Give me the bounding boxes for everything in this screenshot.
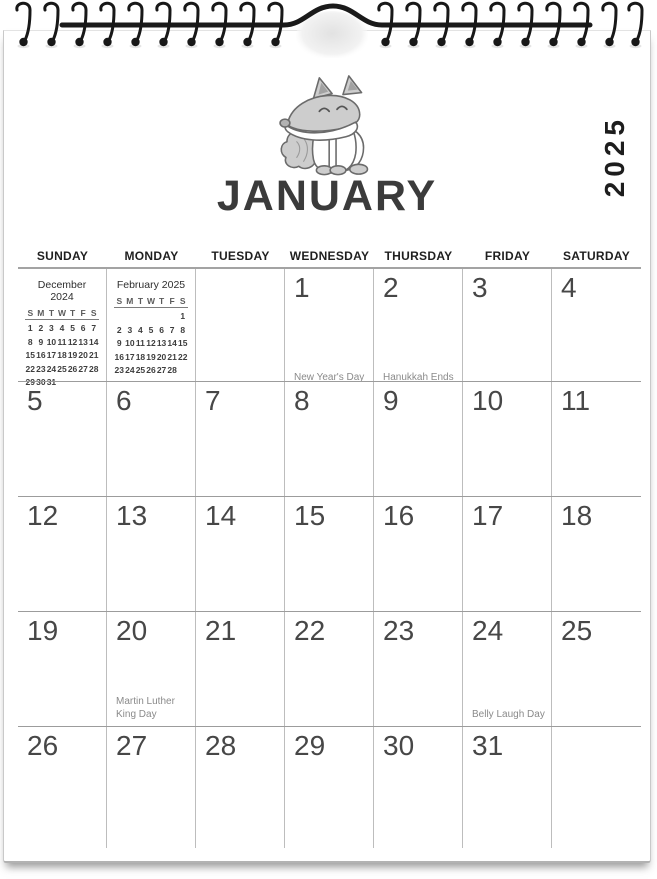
mini-calendar-day: 1 (180, 311, 186, 321)
mini-calendar-day: 11 (135, 338, 145, 348)
week-row-3 (18, 496, 641, 611)
mini-calendar-day: 20 (156, 351, 167, 362)
holiday-label: Belly Laugh Day (472, 708, 545, 720)
date-number: 8 (294, 385, 310, 416)
date-number: 3 (472, 272, 488, 303)
date-number: 23 (383, 615, 415, 646)
mini-calendar-day: 27 (78, 363, 88, 374)
week-row-5 (18, 726, 641, 857)
mini-calendar-weekday: S (179, 296, 186, 306)
date-number: 15 (294, 500, 326, 531)
date-number: 27 (116, 730, 148, 761)
mini-calendar-day: 1 (27, 323, 33, 333)
date-number: 24 (472, 615, 504, 646)
day-cell (463, 727, 552, 857)
mini-calendar-title: December 2024 (37, 279, 87, 303)
date-number: 30 (383, 730, 415, 761)
mini-calendar-weekday: T (158, 296, 165, 306)
date-number: 5 (27, 385, 43, 416)
mini-calendar-weekday: W (57, 308, 66, 318)
mini-calendar-day: 8 (180, 324, 186, 335)
mini-calendar-day: 13 (156, 338, 167, 348)
day-cell (552, 727, 641, 857)
mini-calendar-day: 9 (116, 338, 122, 348)
day-cell (107, 497, 196, 611)
mini-calendar-day: 22 (25, 363, 36, 374)
day-cell (196, 269, 285, 390)
mini-calendar-day: 14 (167, 338, 177, 348)
date-number: 20 (116, 615, 148, 646)
day-cell (374, 612, 463, 726)
mini-calendar-weekday: M (37, 308, 45, 318)
mini-calendar-day: 21 (88, 350, 99, 360)
day-cell (463, 612, 552, 726)
mini-calendar-day: 6 (159, 324, 164, 335)
day-cell (196, 612, 285, 726)
date-number: 7 (205, 385, 221, 416)
date-number: 26 (27, 730, 59, 761)
holiday-label: New Year's Day (294, 372, 365, 383)
weekday-header: TUESDAY (211, 249, 270, 263)
day-cell (374, 497, 463, 611)
mini-calendar-day: 15 (25, 350, 36, 360)
mini-calendar-days (25, 322, 99, 390)
week-row-2 (18, 381, 641, 496)
holiday-label: Hanukkah Ends (383, 372, 454, 383)
day-cell (285, 612, 374, 726)
mini-calendar-day: 26 (67, 363, 78, 374)
weekday-header: SATURDAY (562, 249, 631, 263)
mini-calendar-day: 4 (59, 323, 65, 333)
mini-calendar-day: 8 (27, 336, 33, 347)
mini-calendar-day: 25 (135, 365, 146, 375)
day-cell (18, 612, 107, 726)
mini-calendar-day: 23 (36, 363, 46, 374)
mini-calendar-day: 10 (125, 338, 135, 348)
weekday-header: SUNDAY (36, 249, 89, 263)
day-cell (196, 497, 285, 611)
mini-calendar-day (156, 310, 167, 324)
date-number: 9 (383, 385, 399, 416)
date-number: 18 (561, 500, 593, 531)
date-number: 19 (27, 615, 59, 646)
mini-calendar-day: 18 (135, 351, 146, 362)
weekday-header: WEDNESDAY (289, 249, 370, 263)
day-cell (552, 269, 641, 390)
mini-calendar-day: 12 (67, 336, 78, 347)
mini-calendar-day: 15 (177, 338, 188, 348)
mini-calendar-weekday-row (25, 308, 99, 320)
day-cell (107, 269, 196, 390)
fox-illustration-icon (275, 71, 393, 186)
date-number: 2 (383, 272, 399, 303)
mini-calendar-day: 26 (146, 365, 156, 375)
mini-calendar-day: 17 (46, 350, 57, 360)
mini-calendar-day: 29 (25, 377, 36, 387)
mini-calendar-title: February 2025 (116, 279, 186, 291)
date-number: 29 (294, 730, 326, 761)
mini-calendar-day: 4 (138, 324, 143, 335)
day-cell (107, 727, 196, 857)
mini-calendar-december (25, 279, 99, 390)
mini-calendar-weekday: F (80, 308, 86, 318)
mini-calendar-day: 14 (88, 336, 99, 347)
mini-calendar-day: 3 (127, 324, 133, 335)
mini-calendar-day: 6 (80, 323, 86, 333)
mini-calendar-day: 7 (91, 323, 97, 333)
date-number: 11 (561, 385, 591, 416)
date-number: 6 (116, 385, 132, 416)
day-cell (463, 382, 552, 496)
mini-calendar-day: 30 (36, 377, 46, 387)
mini-calendar-weekday: W (146, 296, 155, 306)
mini-calendar-day: 21 (167, 351, 177, 362)
mini-calendar-day: 28 (167, 365, 177, 375)
day-cell (552, 382, 641, 496)
day-cell (107, 612, 196, 726)
mini-calendar-day: 24 (125, 365, 135, 375)
day-cell (552, 497, 641, 611)
date-number: 31 (472, 730, 504, 761)
mini-calendar-weekday: S (27, 308, 34, 318)
mini-calendar-days (114, 310, 188, 378)
day-cell (285, 727, 374, 857)
holiday-label: Martin Luther King Day (116, 696, 175, 720)
mini-calendar-day: 23 (114, 365, 125, 375)
date-number: 1 (294, 272, 310, 303)
day-cell (463, 269, 552, 390)
date-number: 22 (294, 615, 326, 646)
day-cell (552, 612, 641, 726)
mini-calendar-day (167, 310, 178, 324)
mini-calendar-day: 11 (57, 336, 67, 347)
mini-calendar-weekday: M (126, 296, 134, 306)
mini-calendar-day: 7 (169, 324, 175, 335)
day-cell (374, 382, 463, 496)
mini-calendar-day: 31 (46, 377, 57, 387)
date-number: 12 (27, 500, 59, 531)
mini-calendar-day: 28 (88, 363, 99, 374)
mini-calendar-day: 2 (38, 323, 44, 333)
mini-calendar-day: 16 (114, 351, 125, 362)
weekday-header: THURSDAY (384, 249, 453, 263)
mini-calendar-day: 25 (57, 363, 67, 374)
week-row-4 (18, 611, 641, 726)
mini-calendar-day (135, 310, 146, 324)
week-row-1 (18, 269, 641, 387)
mini-calendar-day: 22 (177, 351, 188, 362)
weekday-header: FRIDAY (484, 249, 531, 263)
day-cell (285, 269, 374, 390)
mini-calendar-day (114, 310, 125, 324)
mini-calendar-day: 9 (38, 336, 44, 347)
date-number: 21 (205, 615, 237, 646)
day-cell (285, 382, 374, 496)
day-cell (463, 497, 552, 611)
day-cell (18, 269, 107, 390)
date-number: 4 (561, 272, 577, 303)
day-cell (285, 497, 374, 611)
date-number: 14 (205, 500, 237, 531)
mini-calendar-day: 19 (146, 351, 156, 362)
mini-calendar-weekday: T (69, 308, 76, 318)
mini-calendar-day: 10 (46, 336, 57, 347)
day-cell (374, 269, 463, 390)
mini-calendar-day: 17 (125, 351, 135, 362)
mini-calendar-day (125, 310, 136, 324)
mini-calendar-day: 27 (156, 365, 167, 375)
day-cell (374, 727, 463, 857)
mini-calendar-day: 2 (116, 324, 122, 335)
mini-calendar-day: 3 (49, 323, 54, 333)
day-cell (107, 382, 196, 496)
date-number: 13 (116, 500, 148, 531)
spiral-binding (0, 0, 657, 58)
date-number: 16 (383, 500, 415, 531)
weekday-header-row (18, 248, 641, 269)
calendar-page (3, 30, 651, 863)
day-cell (18, 382, 107, 496)
weekday-header: MONDAY (124, 249, 179, 263)
mini-calendar-weekday: F (169, 296, 175, 306)
mini-calendar-day: 16 (36, 350, 46, 360)
mini-calendar-weekday: T (48, 308, 55, 318)
mini-calendar-weekday: T (137, 296, 144, 306)
date-number: 25 (561, 615, 593, 646)
mini-calendar-day: 20 (78, 350, 88, 360)
mini-calendar-day: 18 (57, 350, 67, 360)
date-number: 28 (205, 730, 237, 761)
mini-calendar-day: 19 (67, 350, 78, 360)
mini-calendar-day: 5 (70, 323, 75, 333)
year-label: 2025 (599, 115, 630, 198)
day-cell (196, 382, 285, 496)
mini-calendar-day: 24 (46, 363, 57, 374)
day-cell (196, 727, 285, 857)
calendar-grid (18, 248, 641, 857)
date-number: 10 (472, 385, 504, 416)
mini-calendar-weekday: S (116, 296, 123, 306)
mini-calendar-day: 5 (148, 324, 154, 335)
day-cell (18, 497, 107, 611)
mini-calendar-february (114, 279, 188, 378)
mini-calendar-day (146, 310, 157, 324)
mini-calendar-day: 13 (78, 336, 88, 347)
mini-calendar-day: 12 (146, 338, 156, 348)
month-title: JANUARY (216, 172, 438, 220)
mini-calendar-weekday-row (114, 296, 188, 308)
mini-calendar-weekday: S (90, 308, 97, 318)
date-number: 17 (472, 500, 504, 531)
day-cell (18, 727, 107, 857)
